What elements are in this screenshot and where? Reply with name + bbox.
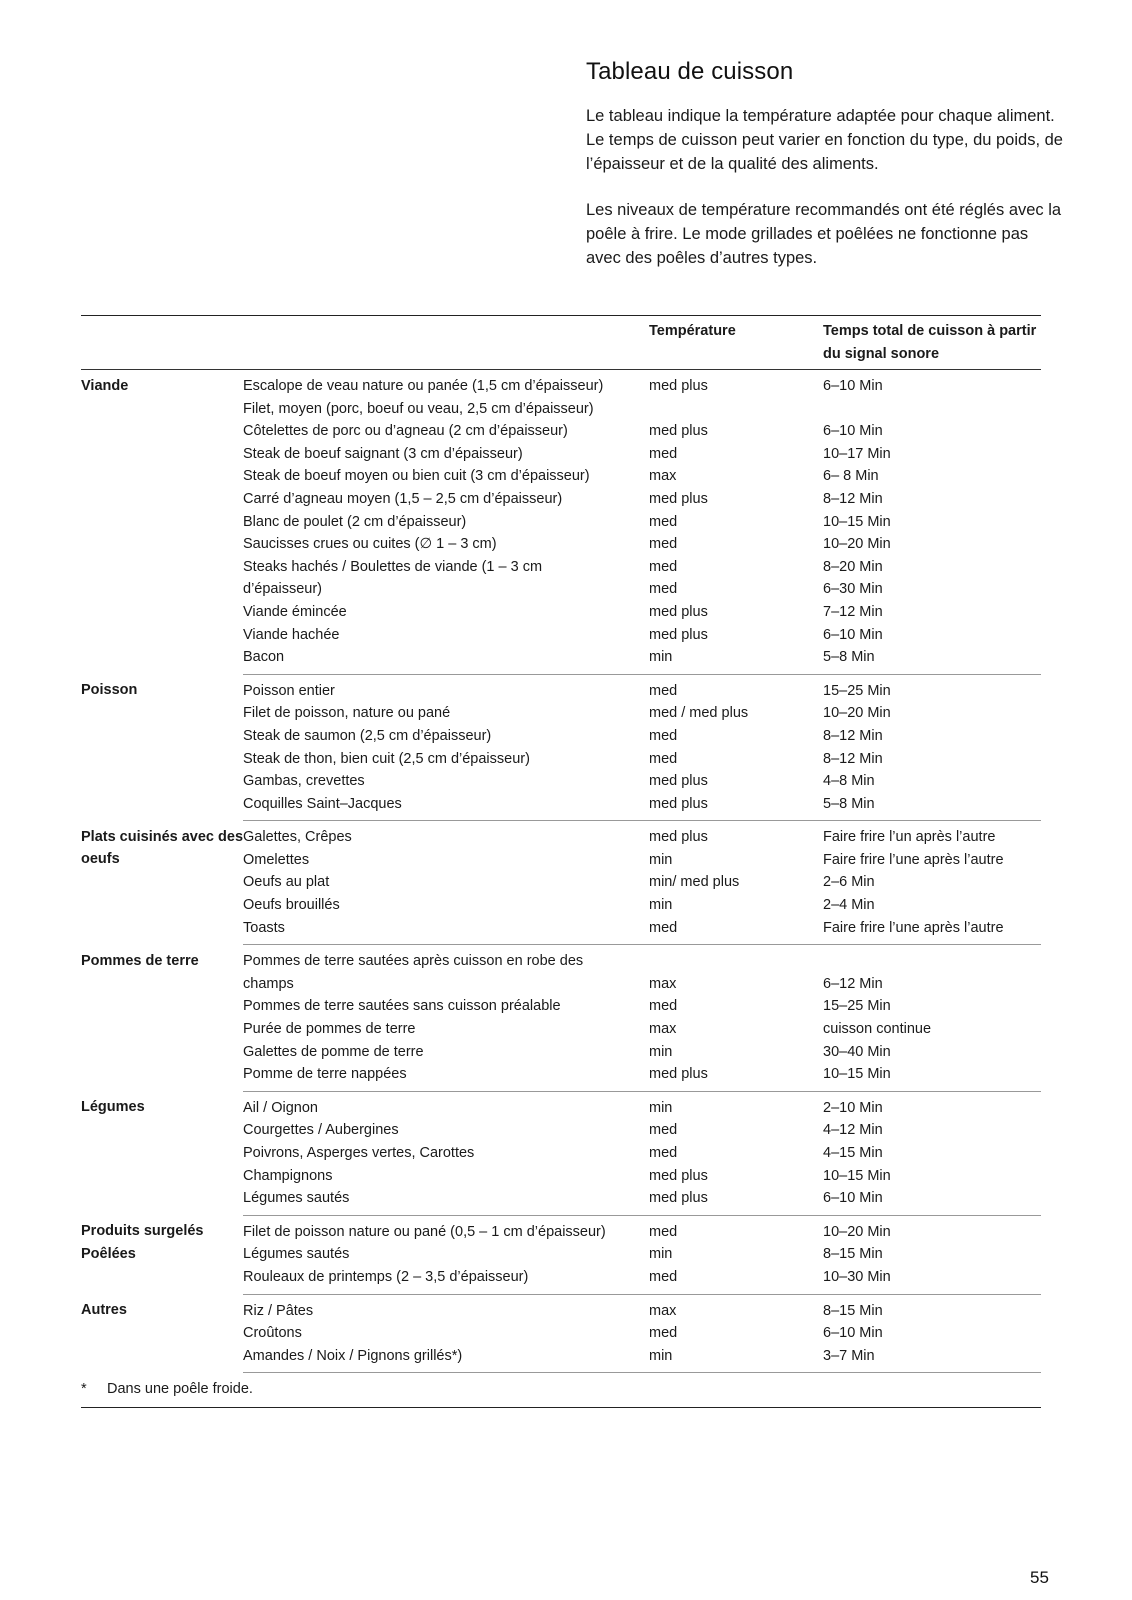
cooking-time-cell: 2–6 Min (823, 874, 875, 891)
cooking-time-cell: 6–10 Min (823, 1325, 883, 1342)
cooking-time-cell: 10–15 Min (823, 1063, 1041, 1091)
cooking-time-cell: 15–25 Min (823, 682, 891, 699)
cooking-time-cell: 10–20 Min (823, 1223, 891, 1240)
food-item-cell: Filet, moyen (porc, boeuf ou veau, 2,5 cm d’épaisseur) (243, 400, 594, 417)
food-item-cell: Steak de saumon (2,5 cm d’épaisseur) (243, 727, 492, 744)
temperature-cell: min (649, 646, 823, 674)
cooking-time-cell: 2–4 Min (823, 897, 875, 914)
food-item-cell: Amandes / Noix / Pignons grillés*) (243, 1345, 649, 1373)
temperature-cell: med plus (649, 1063, 823, 1091)
table-row (81, 674, 1041, 702)
cooking-time-cell: 8–12 Min (823, 490, 883, 507)
food-item-cell: Pomme de terre nappées (243, 1063, 649, 1091)
cooking-time-cell: 6–10 Min (823, 378, 883, 394)
temperature-cell: med plus (649, 773, 708, 790)
table-row (81, 370, 1041, 398)
temperature-cell: min (649, 1043, 673, 1060)
cooking-time-cell: Faire frire l’une après l’autre (823, 851, 1004, 868)
temperature-cell: med plus (649, 490, 708, 507)
cooking-time-cell: 10–15 Min (823, 513, 891, 530)
cooking-time-cell: 2–10 Min (823, 1099, 883, 1116)
food-item-cell: Galettes de pomme de terre (243, 1043, 424, 1060)
table-header-row (81, 316, 1041, 370)
temperature-cell: med (649, 998, 678, 1015)
food-item-cell: Saucisses crues ou cuites (∅ 1 – 3 cm) (243, 536, 497, 553)
food-item-cell: Escalope de veau nature ou panée (1,5 cm d’épaisseur) (243, 378, 604, 394)
cooking-time-cell: 10–20 Min (823, 536, 891, 553)
temperature-cell: med (649, 445, 678, 462)
temperature-cell: min (649, 1345, 823, 1373)
food-item-cell: Steak de thon, bien cuit (2,5 cm d’épaisseur) (243, 750, 530, 767)
temperature-cell: med plus (649, 793, 823, 821)
cooking-time-cell: Faire frire l’un après l’autre (823, 829, 996, 846)
food-item-cell: Steaks hachés / Boulettes de viande (1 – 3 cm (243, 558, 543, 575)
cooking-time-cell: 3–7 Min (823, 1345, 1041, 1373)
table-row (81, 1091, 1041, 1119)
food-item-cell: Légumes sautés (243, 1187, 649, 1215)
cooking-time-cell: 6–12 Min (823, 975, 883, 992)
footnote (81, 1373, 1041, 1408)
footnote-text: Dans une poêle froide. (107, 1381, 253, 1398)
temperature-cell: med plus (649, 829, 708, 846)
temperature-cell: min (649, 1246, 673, 1263)
table-row (81, 945, 1041, 973)
cooking-time-cell: 15–25 Min (823, 998, 891, 1015)
food-item-cell: Courgettes / Aubergines (243, 1122, 399, 1139)
food-item-cell: Croûtons (243, 1325, 302, 1342)
cooking-time-cell: 10–15 Min (823, 1167, 891, 1184)
food-item-cell: Champignons (243, 1167, 333, 1184)
temperature-cell: min/ med plus (649, 874, 740, 891)
temperature-cell: med plus (649, 423, 708, 440)
food-item-cell: Poivrons, Asperges vertes, Carottes (243, 1145, 475, 1161)
temperature-cell: med (649, 1325, 678, 1342)
temperature-cell: med / med plus (649, 705, 749, 722)
temperature-cell: med plus (649, 1167, 708, 1184)
cooking-time-cell: 8–12 Min (823, 750, 883, 767)
food-item-cell: Côtelettes de porc ou d’agneau (2 cm d’épaisseur) (243, 423, 568, 440)
food-item-cell: Viande émincée (243, 603, 347, 620)
food-item-cell: Steak de boeuf moyen ou bien cuit (3 cm d’épaisseur) (243, 468, 590, 485)
temperature-cell: med (649, 750, 678, 767)
temperature-cell: med (649, 1122, 678, 1139)
category-label: Viande (81, 378, 129, 394)
cooking-time-cell: 7–12 Min (823, 603, 883, 620)
cooking-time-cell: 6– 8 Min (823, 468, 879, 485)
cooking-time-cell (823, 398, 1041, 421)
temperature-cell: max (649, 468, 677, 485)
food-item-cell: Oeufs au plat (243, 874, 330, 891)
intro-paragraph-2: Les niveaux de température recommandés ont été réglés avec la poêle à frire. Le mode grillades et poêlées ne fonctionne pas avec des poêles d’autres types. (586, 201, 1062, 267)
food-item-cell: Pommes de terre sautées sans cuisson préalable (243, 998, 561, 1015)
header-time: Temps total de cuisson à partir du signal sonore (823, 316, 1041, 370)
food-item-cell: Coquilles Saint–Jacques (243, 793, 649, 821)
header-temperature: Température (649, 316, 823, 370)
food-item-cell: Bacon (243, 646, 649, 674)
temperature-cell: med plus (649, 626, 708, 643)
food-item-cell: Filet de poisson, nature ou pané (243, 705, 451, 722)
cooking-time-cell: 8–20 Min (823, 558, 883, 575)
cooking-time-cell: 6–10 Min (823, 423, 883, 440)
temperature-cell: med (649, 581, 678, 598)
food-item-cell: Légumes sautés (243, 1246, 350, 1263)
footnote-marker: * (81, 1381, 87, 1398)
food-item-cell: Toasts (243, 917, 649, 945)
cooking-time-cell: 6–10 Min (823, 1187, 1041, 1215)
food-item-cell: champs (243, 975, 294, 992)
cooking-time-cell: 5–8 Min (823, 646, 1041, 674)
category-label: Poisson (81, 682, 138, 699)
cooking-time-cell: 6–30 Min (823, 581, 883, 598)
food-item-cell: Steak de boeuf saignant (3 cm d’épaisseur) (243, 445, 523, 462)
food-item-cell: Pommes de terre sautées après cuisson en robe des (243, 953, 584, 970)
food-item-cell: Gambas, crevettes (243, 773, 365, 790)
food-item-cell: Poisson entier (243, 682, 335, 699)
table-row (81, 821, 1041, 849)
cooking-time-cell: 10–30 Min (823, 1266, 1041, 1294)
cooking-time-cell: cuisson continue (823, 1021, 932, 1038)
table-body (81, 370, 1041, 1373)
cooking-time-cell: 8–15 Min (823, 1302, 883, 1319)
temperature-cell: med (649, 682, 678, 699)
food-item-cell: Purée de pommes de terre (243, 1021, 416, 1038)
cooking-time-cell: 4–8 Min (823, 773, 875, 790)
food-item-cell: Filet de poisson nature ou pané (0,5 – 1 cm d’épaisseur) (243, 1223, 606, 1240)
cooking-time-cell: 5–8 Min (823, 793, 1041, 821)
intro-paragraph-1: Le tableau indique la température adaptée pour chaque aliment. Le temps de cuisson peut varier en fonction du type, du poids, de l’épaisseur et de la qualité des aliments. (586, 107, 1063, 173)
cooking-table (81, 315, 1041, 1408)
footnote-row (81, 1373, 1041, 1408)
header-category (81, 316, 243, 370)
header-item (243, 316, 649, 370)
category-label: Plats cuisinés avec des oeufs (81, 828, 244, 868)
category-label: Légumes (81, 1099, 145, 1116)
temperature-cell (649, 945, 823, 973)
temperature-cell: max (649, 1302, 677, 1319)
cooking-time-cell: 8–12 Min (823, 727, 883, 744)
page-number: 55 (1030, 1568, 1049, 1587)
food-item-cell: d’épaisseur) (243, 581, 322, 598)
temperature-cell (649, 398, 823, 421)
temperature-cell: med (649, 727, 678, 744)
cooking-time-cell: 10–17 Min (823, 445, 891, 462)
temperature-cell: med (649, 558, 678, 575)
temperature-cell: med plus (649, 1187, 823, 1215)
cooking-time-cell (823, 945, 1041, 973)
temperature-cell: med (649, 1266, 823, 1294)
food-item-cell: Galettes, Crêpes (243, 829, 352, 846)
temperature-cell: max (649, 1021, 677, 1038)
food-item-cell: Carré d’agneau moyen (1,5 – 2,5 cm d’épaisseur) (243, 490, 563, 507)
table-row (81, 1215, 1041, 1243)
cooking-time-cell: 10–20 Min (823, 705, 891, 722)
food-item-cell: Riz / Pâtes (243, 1302, 314, 1319)
temperature-cell: max (649, 975, 677, 992)
cooking-time-cell: 6–10 Min (823, 626, 883, 643)
temperature-cell: med (649, 1145, 678, 1161)
temperature-cell: min (649, 897, 673, 914)
category-label: Produits surgelés Poêlées (81, 1223, 204, 1262)
food-item-cell: Omelettes (243, 851, 310, 868)
temperature-cell: min (649, 1099, 673, 1116)
intro-section (586, 58, 1066, 292)
cooking-time-cell: 30–40 Min (823, 1043, 891, 1060)
temperature-cell: med plus (649, 603, 708, 620)
food-item-cell: Blanc de poulet (2 cm d’épaisseur) (243, 513, 467, 530)
food-item-cell: Viande hachée (243, 626, 340, 643)
temperature-cell: med plus (649, 378, 708, 394)
page-title: Tableau de cuisson (586, 58, 794, 85)
temperature-cell: med (649, 917, 823, 945)
category-label: Pommes de terre (81, 952, 199, 969)
table-row (81, 1294, 1041, 1322)
temperature-cell: med (649, 536, 678, 553)
food-item-cell: Rouleaux de printemps (2 – 3,5 d’épaisseur) (243, 1266, 649, 1294)
temperature-cell: min (649, 851, 673, 868)
food-item-cell: Ail / Oignon (243, 1099, 318, 1116)
temperature-cell: med (649, 513, 678, 530)
food-item-cell: Oeufs brouillés (243, 897, 340, 914)
cooking-time-cell: 4–12 Min (823, 1122, 883, 1139)
category-label: Autres (81, 1302, 127, 1319)
cooking-time-cell: Faire frire l’une après l’autre (823, 917, 1041, 945)
temperature-cell: med (649, 1223, 678, 1240)
cooking-time-cell: 8–15 Min (823, 1246, 883, 1263)
cooking-time-cell: 4–15 Min (823, 1145, 883, 1161)
